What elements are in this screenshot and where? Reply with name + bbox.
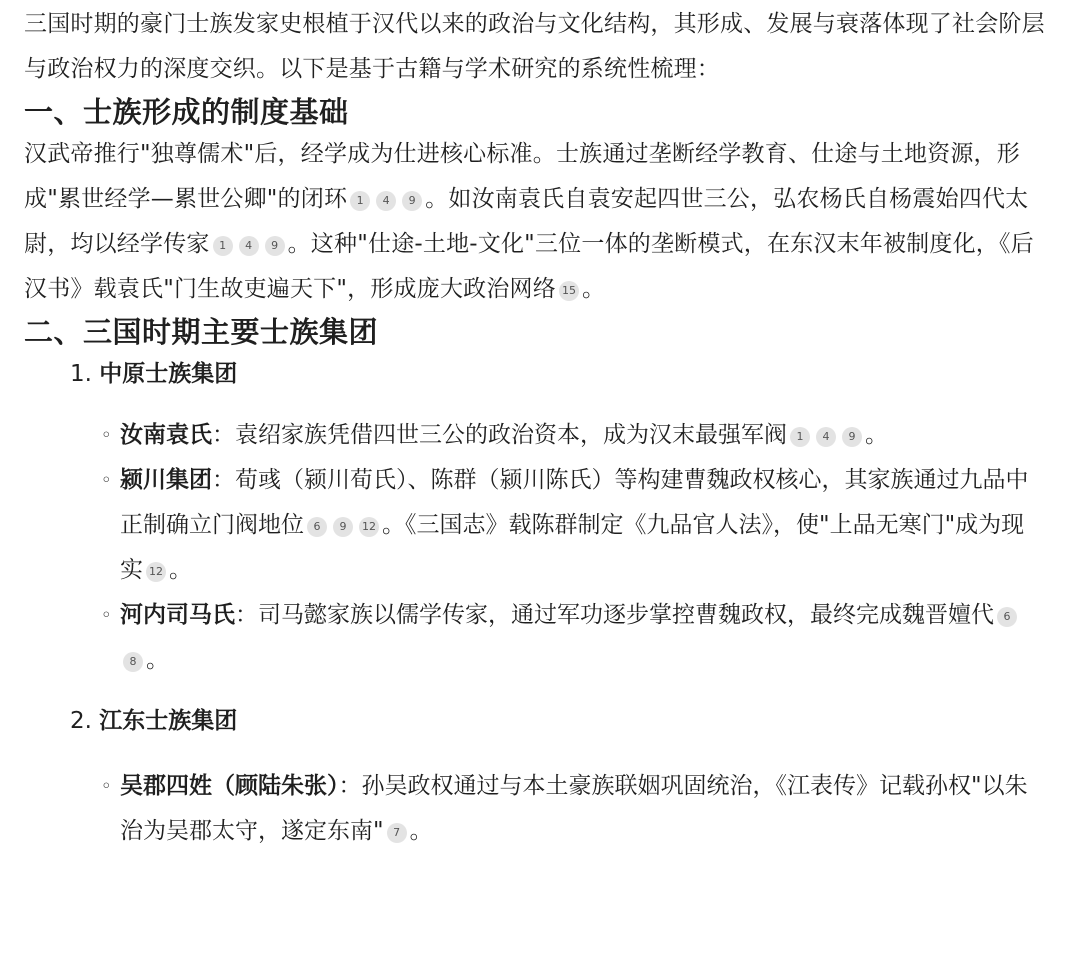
list-item: [24, 593, 1056, 683]
section-heading-2: 二、三国时期主要士族集团: [24, 315, 379, 349]
citation-badge[interactable]: 6: [997, 607, 1017, 627]
list-item: [24, 413, 1056, 458]
clan-name: 汝南袁氏: [120, 422, 212, 448]
intro-text: 三国时期的豪门士族发家史根植于汉代以来的政治与文化结构，其形成、发展与衰落体现了社会阶层与政治权力的深度交织。以下是基于古籍与学术研究的系统性梳理：: [24, 11, 1045, 82]
section-heading-1: 一、士族形成的制度基础: [24, 95, 349, 129]
citation-badge[interactable]: 9: [842, 427, 862, 447]
list-item-title: 江东士族集团: [99, 708, 238, 734]
citation-badge[interactable]: 9: [333, 517, 353, 537]
citation-badge[interactable]: 4: [816, 427, 836, 447]
paragraph-text: 汉武帝推行"独尊儒术"后，经学成为仕进核心标准。士族通过垄断经学教育、仕途与土地资源，形成"累世经学—累世公卿"的闭环: [24, 141, 1020, 212]
citation-badge[interactable]: 9: [265, 236, 285, 256]
item-text: 。《三国志》载陈群制定《九品官人法》，使"上品无寒门"成为现实: [120, 512, 1025, 583]
list-item: [24, 764, 1056, 854]
intro-paragraph: [24, 0, 1056, 92]
item-text: 。: [865, 422, 888, 448]
citation-badge[interactable]: 4: [376, 191, 396, 211]
bullet-icon: ◦: [101, 425, 112, 446]
citation-badge[interactable]: 12: [359, 517, 379, 537]
clan-name: 吴郡四姓（顾陆朱张）: [120, 773, 339, 799]
citation-badge[interactable]: 1: [350, 191, 370, 211]
ordered-list-item-1: [24, 352, 1056, 397]
item-text: ：司马懿家族以儒学传家，通过军功逐步掌控曹魏政权，最终完成魏晋嬗代: [235, 602, 994, 628]
sub-list-central-plains: [24, 413, 1056, 683]
sub-list-jiangdong: [24, 764, 1056, 854]
paragraph-text: 。这种"仕途-土地-文化"三位一体的垄断模式，在东汉末年被制度化，《后汉书》载袁氏"门生故吏遍天下"，形成庞大政治网络: [24, 231, 1034, 302]
citation-badge[interactable]: 1: [790, 427, 810, 447]
item-text: ：荀彧（颍川荀氏）、陈群（颍川陈氏）等构建曹魏政权核心，其家族通过九品中正制确立门阀地位: [120, 467, 1029, 538]
item-text: 。: [146, 647, 169, 673]
clan-name: 河内司马氏: [120, 602, 235, 628]
bullet-icon: ◦: [101, 776, 112, 797]
bullet-icon: ◦: [101, 470, 112, 491]
citation-badge[interactable]: 1: [213, 236, 233, 256]
citation-badge[interactable]: 4: [239, 236, 259, 256]
list-item-title: 中原士族集团: [99, 361, 238, 387]
citation-badge[interactable]: 6: [307, 517, 327, 537]
list-number: 1.: [70, 361, 92, 387]
list-item: [24, 458, 1056, 593]
citation-badge[interactable]: 15: [559, 281, 579, 301]
section1-paragraph: [24, 132, 1056, 312]
item-text: ：袁绍家族凭借四世三公的政治资本，成为汉末最强军阀: [212, 422, 787, 448]
list-number: 2.: [70, 708, 92, 734]
item-text: ：孙吴政权通过与本土豪族联姻巩固统治，《江表传》记载孙权"以朱治为吴郡太守，遂定东南": [120, 773, 1028, 844]
ordered-list-item-2: [24, 699, 1056, 744]
citation-badge[interactable]: 12: [146, 562, 166, 582]
citation-badge[interactable]: 7: [387, 823, 407, 843]
item-text: 。: [409, 818, 433, 844]
paragraph-text: 。: [581, 276, 606, 302]
item-text: 。: [169, 557, 192, 583]
citation-badge[interactable]: 9: [402, 191, 422, 211]
clan-name: 颍川集团: [120, 467, 212, 493]
citation-badge[interactable]: 8: [123, 652, 143, 672]
bullet-icon: ◦: [101, 605, 112, 626]
paragraph-text: 。如汝南袁氏自袁安起四世三公，弘农杨氏自杨震始四代太尉，均以经学传家: [24, 186, 1029, 257]
